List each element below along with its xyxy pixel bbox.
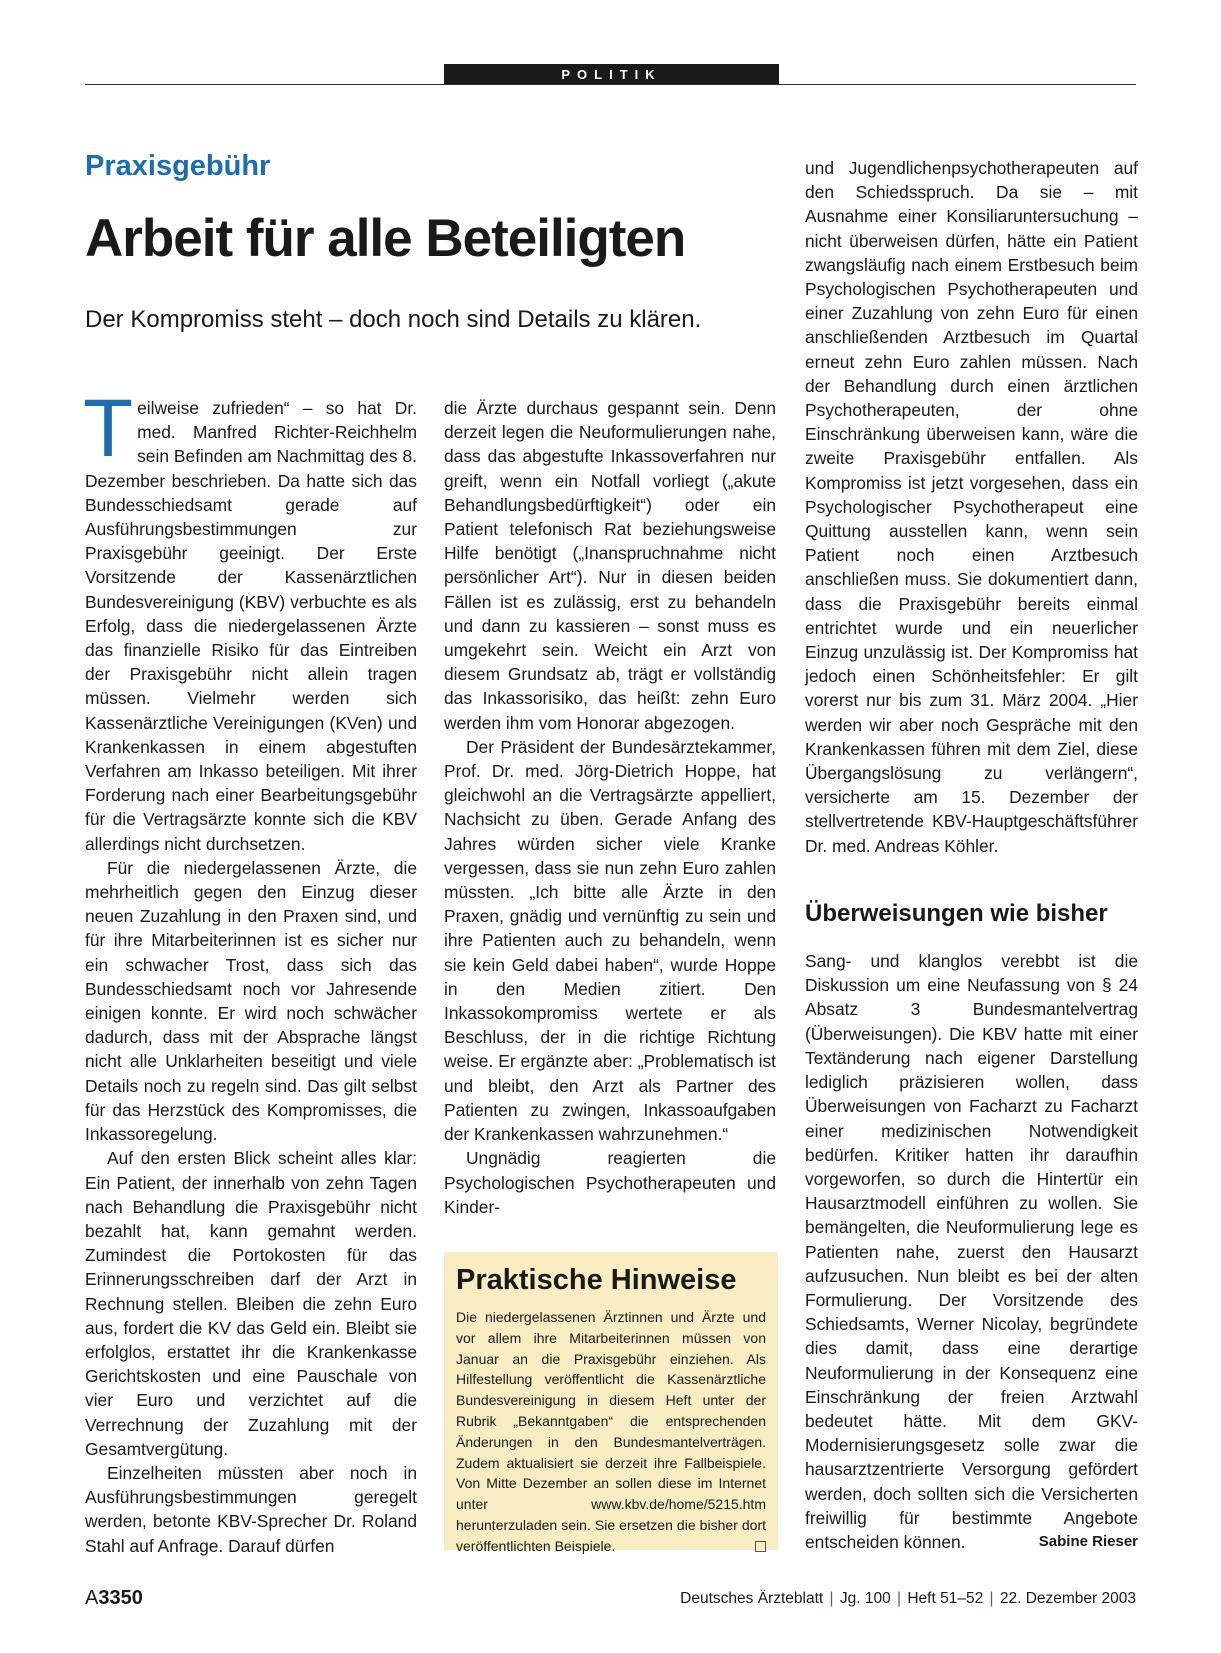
paragraph: Ungnädig reagierten die Psychologischen Psychotherapeuten und Kinder-: [444, 1148, 776, 1217]
paragraph: Sang- und klanglos verebbt ist die Diskussion um eine Neufassung von § 24 Absatz 3 Bundesmantelvertrag (Überweisungen). Die KBV hatte mit einer Textänderung nach eigener Darstellung lediglich präzisieren wollen, dass Überweisungen von Facharzt zu Facharzt einer medizinischen Notwendigkeit bedürfen. Kritiker hatten ihr daraufhin vorgeworfen, so durch die Hintertür ein Hausarztmodell einführen zu wollen. Sie bemängelten, die Neuformulierung lege es Patienten nahe, zuerst den Hausarzt aufzusuchen. Nun bleibt es bei der alten Formulierung. Der Vorsitzende des Schiedsamts, Werner Nicolay, begründete dies damit, dass eine derartige Neuformulierung in der Konsequenz eine Einschränkung der freien Arztwahl bedeutet hätte. Mit dem GKV-Modernisierungsgesetz solle zwar die hausarztzentrierte Versorgung gefördert werden, doch sollten sich die Versicherten freiwillig für bestimmte Angebote entscheiden können. Sabine Rieser: [805, 949, 1138, 1554]
journal-date: 22. Dezember 2003: [999, 1590, 1136, 1607]
page-footer: Deutsches Ärzteblatt | Jg. 100 | Heft 51–52 | 22. Dezember 2003: [680, 1590, 1136, 1607]
article-kicker: Praxisgebühr: [85, 150, 271, 182]
paragraph: Einzelheiten müssten aber noch in Ausführungsbestimmungen geregelt werden, betonte KBV-Sprecher Dr. Roland Stahl auf Anfrage. Darauf dürfen: [85, 1462, 417, 1556]
paragraph: Teilweise zufrieden“ – so hat Dr. med. Manfred Richter-Reichhelm sein Befinden am Nachmittag des 8. Dezember beschrieben. Da hatte sich das Bundesschiedsamt gerade auf Ausführungsbestimmungen zur Praxisgebühr geeinigt. Der Erste Vorsitzende der Kassenärztlichen Bundesvereinigung (KBV) verbuchte es als Erfolg, dass die niedergelassenen Ärzte das finanzielle Risiko für das Eintreiben der Praxisgebühr nicht allein tragen müssen. Vielmehr werden sich Kassenärztliche Vereinigungen (KVen) und Krankenkassen in einem abgestuften Verfahren am Inkasso beteiligen. Mit ihrer Forderung nach einer Bearbeitungsgebühr für die Vertragsärzte konnte sich die KBV allerdings nicht durchsetzen.: [83, 383, 417, 854]
info-box: [444, 1252, 778, 1554]
info-box-title: Praktische Hinweise: [456, 1264, 737, 1296]
info-box-body: Die niedergelassenen Ärztinnen und Ärzte und vor allem ihre Mitarbeiterinnen müssen von Januar an die Praxisgebühr einziehen. Als Hilfestellung veröffentlicht die Kassenärztliche Bundesvereinigung in diesem Heft unter der Rubrik „Bekanntgaben“ die entsprechenden Änderungen in den Bundesmantelverträgen. Zudem aktualisiert sie derzeit ihre Fallbeispiele. Von Mitte Dezember an sollen diese im Internet unter www.kbv.de/home/5215.htm herunterzuladen sein. Sie ersetzen die bisher dort veröffentlichten Beispiele.: [456, 1309, 766, 1554]
journal-issue: Heft 51–52: [907, 1590, 984, 1607]
paragraph: Auf den ersten Blick scheint alles klar: Ein Patient, der innerhalb von zehn Tagen nach Behandlung die Praxisgebühr nicht bezahlt hat, kann gemahnt werden. Zumindest die Portokosten für das Erinnerungsschreiben darf der Arzt in Rechnung stellen. Bleiben die zehn Euro aus, fordert die KV das Geld ein. Bleibt sie erfolglos, erstattet ihr die Krankenkasse Gerichtskosten und eine Pauschale von vier Euro und verzichtet auf die Verrechnung der Zuzahlung mit der Gesamtvergütung.: [85, 1148, 417, 1459]
article-column-1: [83, 383, 417, 1558]
section-subhead: Überweisungen wie bisher: [805, 899, 1108, 927]
end-mark-icon: [755, 1541, 766, 1552]
journal-name: Deutsches Ärzteblatt: [680, 1590, 824, 1607]
drop-cap: T: [83, 383, 134, 474]
article-subtitle: Der Kompromiss steht – doch noch sind Details zu klären.: [85, 306, 702, 333]
paragraph: Der Präsident der Bundesärztekammer, Prof. Dr. med. Jörg-Dietrich Hoppe, hat gleichwohl an die Vertragsärzte appelliert, Nachsicht zu üben. Gerade Anfang des Jahres würden sicher viele Kranke vergessen, dass sie nun zehn Euro zahlen müssten. „Ich bitte alle Ärzte in den Praxen, gnädig und vernünftig zu sein und ihre Patienten auch zu behandeln, wenn sie kein Geld dabei haben“, wurde Hoppe in den Medien zitiert. Den Inkassokompromiss wertete er als Beschluss, der in die richtige Richtung weise. Er ergänzte aber: „Problematisch ist und bleibt, den Arzt als Partner des Patienten zu zwingen, Inkassoaufgaben der Krankenkassen wahrzunehmen.“: [444, 736, 776, 1145]
article-column-2: [444, 396, 776, 1219]
article-title: Arbeit für alle Beteiligten: [85, 209, 686, 268]
paragraph: und Jugendlichenpsychotherapeuten auf den Schiedsspruch. Da sie – mit Ausnahme einer Konsiliaruntersuchung – nicht überweisen dürfen, hätte ein Patient zwangsläufig nach einem Erstbesuch beim Psychologischen Psychotherapeuten und einer Zuzahlung von zehn Euro für einen anschließenden Arztbesuch im Quartal erneut zehn Euro zahlen müssen. Nach der Behandlung durch einen ärztlichen Psychotherapeuten, der ohne Einschränkung überweisen kann, wäre die zweite Praxisgebühr entfallen. Als Kompromiss ist jetzt vorgesehen, dass ein Psychologischer Psychotherapeut eine Quittung ausstellen kann, wenn sein Patient noch einen Arztbesuch anschließen muss. Sie dokumentiert dann, dass die Praxisgebühr bereits einmal entrichtet wurde und ein neuerlicher Einzug unzulässig ist. Der Kompromiss hat jedoch einen Schönheitsfehler: Er gilt vorerst nur bis zum 31. März 2004. „Hier werden wir aber noch Gespräche mit den Krankenkassen führen mit dem Ziel, diese Übergangslösung zu verlängern“, versicherte am 15. Dezember der stellvertretende KBV-Hauptgeschäftsführer Dr. med. Andreas Köhler.: [805, 158, 1138, 856]
journal-volume: Jg. 100: [839, 1590, 891, 1607]
article-column-3: [805, 156, 1138, 1554]
page-number: A3350: [85, 1587, 143, 1609]
paragraph: die Ärzte durchaus gespannt sein. Denn derzeit legen die Neuformulierungen nahe, dass das abgestufte Inkassoverfahren nur greift, wenn ein Notfall vorliegt („akute Behandlungsbedürftigkeit“) oder ein Patient telefonisch Rat beziehungsweise Hilfe benötigt („Inanspruchnahme nicht persönlicher Art“). Nur in diesen beiden Fällen ist es zulässig, erst zu behandeln und dann zu kassieren – sonst muss es umgekehrt sein. Weicht ein Arzt von diesem Grundsatz ab, trägt er vollständig das Inkassorisiko, das heißt: zehn Euro werden ihm vom Honorar abgezogen.: [444, 398, 776, 733]
author-byline: Sabine Rieser: [1038, 1532, 1138, 1550]
paragraph: Für die niedergelassenen Ärzte, die mehrheitlich gegen den Einzug dieser neuen Zuzahlung in den Praxen sind, und für ihre Mitarbeiterinnen ist es sicher nur ein schwacher Trost, dass sich das Bundesschiedsamt noch vor Jahresende einigen konnte. Er wird noch schwächer dadurch, dass mit der Absprache längst nicht alle Unklarheiten beseitigt und viele Details noch zu regeln sind. Das gilt selbst für das Herzstück des Kompromisses, die Inkassoregelung.: [85, 857, 417, 1145]
section-banner: POLITIK: [444, 64, 779, 85]
header-rule: [85, 84, 1136, 85]
